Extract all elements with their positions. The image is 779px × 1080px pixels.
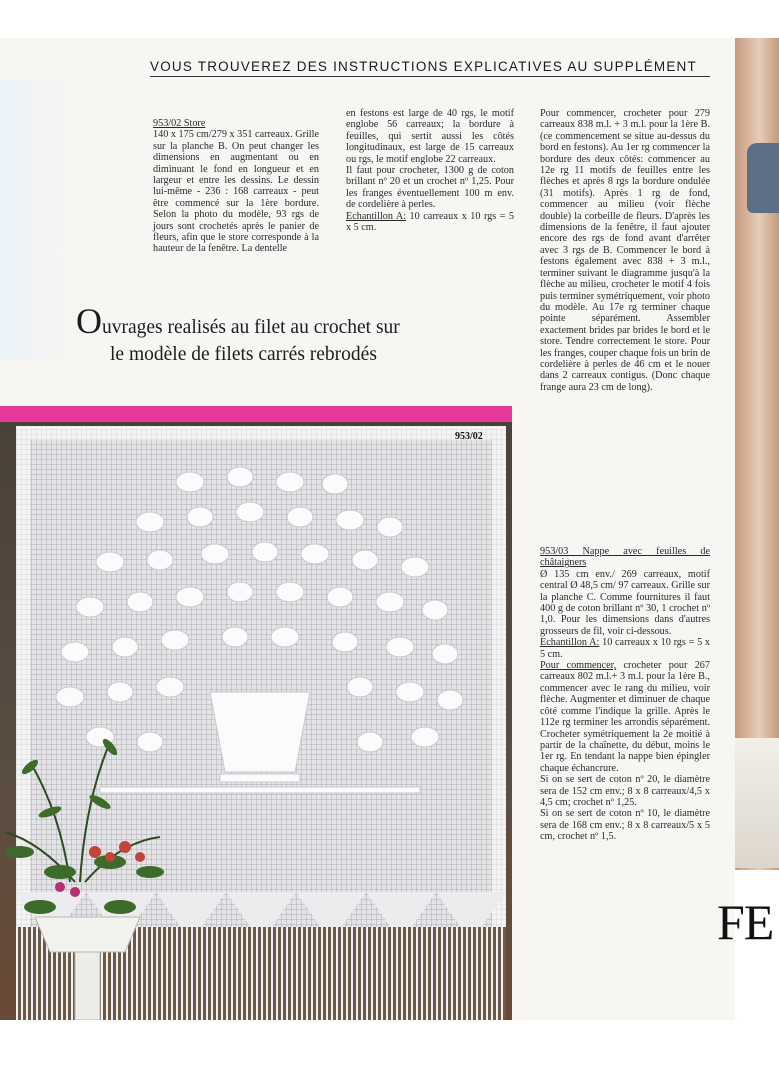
nappe-heading: 953/03 Nappe avec feuilles de châtaigners (540, 546, 710, 569)
nappe-sample-text: 10 carreaux x 10 rgs = 5 x 5 cm. (540, 637, 711, 660)
photo-label: 953/02 (455, 431, 483, 442)
adjacent-photo-detail (747, 143, 779, 213)
sample-label: Echantillon A: (346, 210, 407, 222)
next-page-title-fragment: FE (717, 894, 774, 950)
store-text-cont: en festons est large de 40 rgs, le motif englobe 56 carreaux; la bordure à feuilles, qui sertit aussi les côtés longitudinaux, est large de 15 carreaux ou rgs, le motif englobe 22 carreaux. (346, 108, 514, 165)
section-title-line2: le modèle de filets carrés rebrodés (110, 344, 377, 365)
store-text: 140 x 175 cm/279 x 351 carreaux. Grille sur la planche B. On peut changer les dimensions en augmentant ou en diminuant le fond en longueur et en largeur et entre les dessins. Le dessin lui-même - 236 : 168 carreaux - peut être commencé sur la 1ère bordure. Selon la photo du modèle, 93 rgs de jours sont crochetés après le panier de fleurs, afin que le store corresponde à la hauteur de la fenêtre. La dentelle (153, 129, 319, 255)
nappe-instructions (540, 546, 710, 843)
adjacent-page-photo (735, 38, 779, 870)
store-materials: Il faut pour crocheter, 1300 g de coton brillant nº 20 et un crochet nº 1,25. Pour les franges éventuellement 100 m env. de cordelière à perles. (346, 165, 514, 211)
nappe-sample-label: Echantillon A: (540, 637, 600, 649)
nappe-note-2: Si on se sert de coton nº 10, le diamètre sera de 168 cm env.; 8 x 8 carreaux/5 x 5 cm, crochet nº 1,5. (540, 808, 710, 843)
accent-bar (0, 406, 512, 422)
flower-planter (0, 722, 170, 1020)
nappe-start-label: Pour commencer, (540, 660, 617, 672)
store-heading: 953/02 Store (153, 118, 206, 129)
store-instructions-col1 (153, 118, 319, 255)
adjacent-photo-lace (735, 738, 779, 868)
page-header: VOUS TROUVEREZ DES INSTRUCTIONS EXPLICATIVES AU SUPPLÉMENT (150, 59, 710, 77)
store-steps: Pour commencer, crocheter pour 279 carreaux 838 m.l. + 3 m.l. pour la 1ère B. (ce commencement se situe au-dessus du bord en festons). Au 1er rg commencer la bordure des deux côtés: commencer au 12e rg 11 motifs de feuilles entre les flèches et après 8 rgs la bordure ondulée (31 motifs). Après 1 rg de fond, commencer au milieu (voir flèche double) la corbeille de fleurs. D'après les dimensions de la fenêtre, il faut ajouter encore des rgs de fond avant d'arrêter avec 3 rgs de B. Commencer le bord à festons également avec 838 + 3 m.l., terminer suivant le diagramme jusqu'à la flèche au milieu, crocheter le motif 4 fois puis terminer symétriquement, voir photo du modèle. Au 17e rg terminer chaque pointe séparément. Assembler exactement brides par brides le bord et le store. Tendre correctement le store. Pour les franges, couper chaque fois un brin de cordelière à perles de 46 cm et le nouer dans 2 carreaux contigus. (Donc chaque frange aura 23 cm de long). (540, 108, 710, 393)
section-title-line1 (76, 300, 516, 342)
section-title-line1-text: uvrages realisés au filet au crochet sur (102, 317, 400, 338)
store-sample (346, 211, 514, 234)
sample-text: 10 carreaux x 10 rgs = 5 x 5 cm. (346, 210, 515, 234)
nappe-text: Ø 135 cm env./ 269 carreaux, motif central Ø 48,5 cm/ 97 carreaux. Grille sur la planche C. Comme fournitures il faut 400 g de coton brillant nº 30, 1 crochet nº 1,0. Pour les dimensions dans d'autres grosseurs de fil, voir ci-dessous. (540, 568, 711, 637)
nappe-note-1: Si on se sert de coton nº 20, le diamètre sera de 152 cm env.; 8 x 8 carreaux/4,5 x 4,5 cm; crochet nº 1,25. (540, 774, 710, 808)
store-instructions-col3 (540, 108, 710, 393)
nappe-sample (540, 637, 710, 660)
store-instructions-col2 (346, 108, 514, 233)
section-title-initial: O (76, 301, 102, 341)
nappe-start-text: crocheter pour 267 carreaux 802 m.l.+ 3 m.l. pour la 1ère B., commencer avec le rang du milieu, voir flèche. Augmenter et diminuer de chaque côté comme l'indique la grille. Après le 112e rg terminer les arrondis séparément. Crocheter symétriquement la 2e moitié à partir de la chaînette, du début, moins le 1er rg. En tendant la nappe bien épingler chaque échancrure. (540, 660, 710, 774)
top-margin (0, 0, 779, 38)
section-title (76, 300, 516, 366)
nappe-start (540, 660, 710, 774)
curtain-photo (0, 422, 512, 1020)
left-edge-tint (0, 80, 75, 360)
